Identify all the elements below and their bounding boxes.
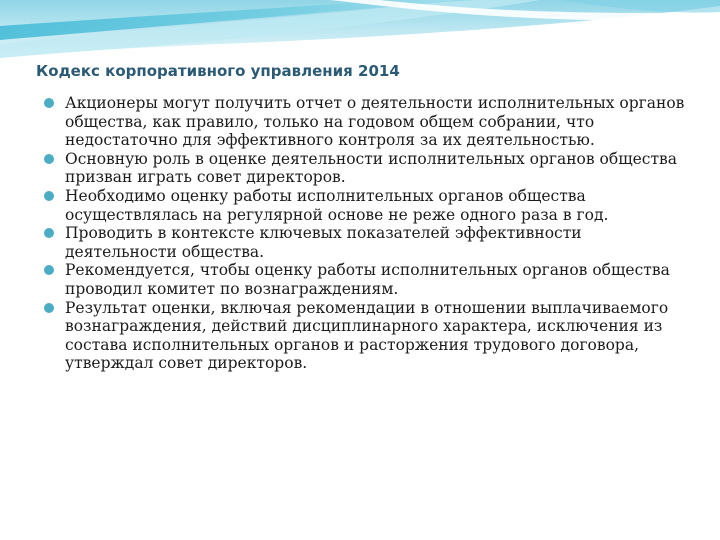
bullet-text: Рекомендуется, чтобы оценку работы исполнительных органов общества проводил комитет по вознаграждениям. — [65, 261, 670, 298]
bullet-dot-icon — [44, 154, 54, 164]
slide-title: Кодекс корпоративного управления 2014 — [36, 62, 400, 80]
bullet-text: Необходимо оценку работы исполнительных органов общества осуществлялась на регулярной основе не реже одного раза в год. — [65, 186, 609, 224]
bullet-item — [44, 261, 694, 298]
bullet-dot-icon — [44, 228, 54, 238]
bullet-text: Акционеры могут получить отчет о деятельности исполнительных органов общества, как правило, только на годовом общем собрании, что недостаточно для эффективного контроля за их деятельностью. — [65, 94, 685, 150]
bullet-text: Результат оценки, включая рекомендации в отношении выплачиваемого вознаграждения, действий дисциплинарного характера, исключения из состава исполнительных органов и расторжения трудового договора, утверждал совет директоров. — [65, 298, 669, 373]
bullet-text: Основную роль в оценке деятельности исполнительных органов общества призван играть совет директоров. — [65, 149, 678, 187]
bullet-dot-icon — [44, 191, 54, 201]
bullet-item — [44, 94, 694, 150]
bullet-item — [44, 187, 694, 224]
bullet-text: Проводить в контексте ключевых показателей эффективности деятельности общества. — [65, 224, 582, 261]
bullet-list — [44, 94, 694, 373]
bullet-dot-icon — [44, 303, 54, 313]
bullet-item — [44, 150, 694, 187]
bullet-dot-icon — [44, 98, 54, 108]
bullet-dot-icon — [44, 265, 54, 275]
bullet-item — [44, 224, 694, 261]
bullet-item — [44, 299, 694, 373]
